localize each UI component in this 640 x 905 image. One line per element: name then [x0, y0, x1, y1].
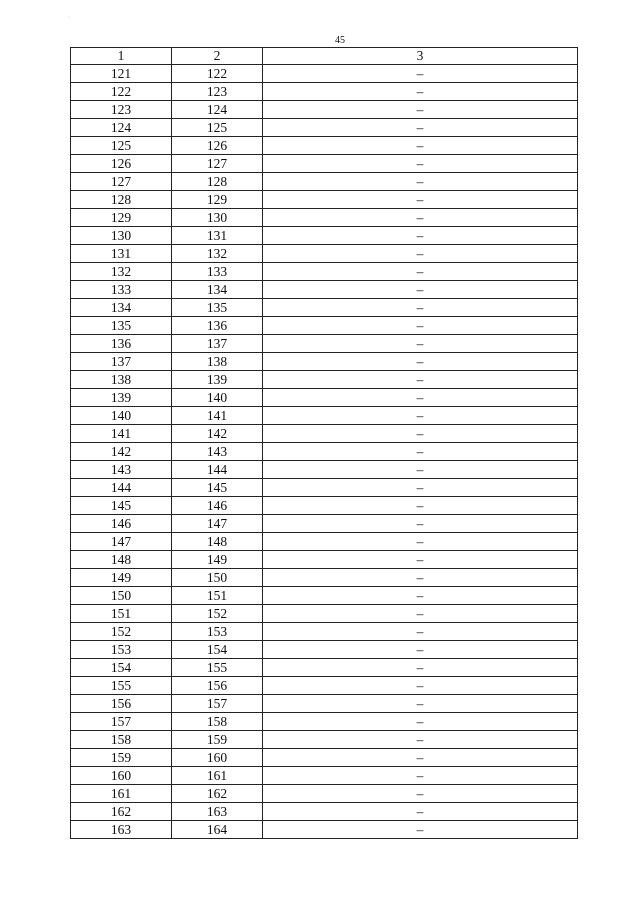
table-cell-col-2: 134 — [172, 281, 263, 299]
table-row — [71, 605, 578, 623]
table-row — [71, 677, 578, 695]
table-row — [71, 389, 578, 407]
table-row — [71, 299, 578, 317]
table-cell-col-3: – — [263, 785, 578, 803]
table-row — [71, 317, 578, 335]
table-cell-col-2: 129 — [172, 191, 263, 209]
table-cell-col-3: – — [263, 83, 578, 101]
table-cell-col-3: – — [263, 641, 578, 659]
table-row — [71, 443, 578, 461]
table-cell-col-3: – — [263, 335, 578, 353]
table-cell-col-3: – — [263, 137, 578, 155]
table-cell-col-1: 137 — [71, 353, 172, 371]
table-row — [71, 515, 578, 533]
table-cell-col-1: 154 — [71, 659, 172, 677]
table-row — [71, 353, 578, 371]
table-cell-col-2: 143 — [172, 443, 263, 461]
table-cell-col-1: 157 — [71, 713, 172, 731]
table-row — [71, 749, 578, 767]
table-cell-col-2: 128 — [172, 173, 263, 191]
table-cell-col-3: – — [263, 263, 578, 281]
table-row — [71, 191, 578, 209]
column-header-2: 2 — [172, 48, 263, 65]
table-cell-col-2: 126 — [172, 137, 263, 155]
table-cell-col-2: 124 — [172, 101, 263, 119]
table-cell-col-3: – — [263, 65, 578, 83]
table-cell-col-3: – — [263, 191, 578, 209]
table-cell-col-3: – — [263, 695, 578, 713]
table-cell-col-3: – — [263, 587, 578, 605]
table-cell-col-3: – — [263, 281, 578, 299]
table-cell-col-3: – — [263, 119, 578, 137]
table-cell-col-1: 122 — [71, 83, 172, 101]
table-cell-col-2: 135 — [172, 299, 263, 317]
table-row — [71, 731, 578, 749]
table-cell-col-3: – — [263, 821, 578, 839]
table-cell-col-1: 159 — [71, 749, 172, 767]
table-row — [71, 65, 578, 83]
table-cell-col-3: – — [263, 425, 578, 443]
table-cell-col-3: – — [263, 443, 578, 461]
table-cell-col-3: – — [263, 371, 578, 389]
table-cell-col-3: – — [263, 659, 578, 677]
table-cell-col-1: 160 — [71, 767, 172, 785]
table-cell-col-2: 153 — [172, 623, 263, 641]
table-row — [71, 425, 578, 443]
table-cell-col-1: 143 — [71, 461, 172, 479]
table-row — [71, 461, 578, 479]
table-cell-col-1: 152 — [71, 623, 172, 641]
table-cell-col-2: 154 — [172, 641, 263, 659]
table-cell-col-1: 132 — [71, 263, 172, 281]
table-row — [71, 335, 578, 353]
table-cell-col-2: 141 — [172, 407, 263, 425]
table-cell-col-1: 123 — [71, 101, 172, 119]
table-cell-col-2: 156 — [172, 677, 263, 695]
table-cell-col-1: 139 — [71, 389, 172, 407]
table-cell-col-2: 147 — [172, 515, 263, 533]
table-cell-col-2: 130 — [172, 209, 263, 227]
table-cell-col-1: 145 — [71, 497, 172, 515]
table-cell-col-2: 138 — [172, 353, 263, 371]
table-cell-col-2: 148 — [172, 533, 263, 551]
table-row — [71, 821, 578, 839]
page-number: 45 — [335, 35, 345, 46]
table-cell-col-2: 164 — [172, 821, 263, 839]
table-header-row — [71, 48, 578, 65]
table-cell-col-2: 139 — [172, 371, 263, 389]
table-cell-col-3: – — [263, 497, 578, 515]
table-cell-col-3: – — [263, 155, 578, 173]
table-cell-col-1: 138 — [71, 371, 172, 389]
table-cell-col-2: 150 — [172, 569, 263, 587]
table-cell-col-3: – — [263, 245, 578, 263]
table-cell-col-3: – — [263, 533, 578, 551]
table-row — [71, 245, 578, 263]
table-cell-col-3: – — [263, 461, 578, 479]
table-row — [71, 569, 578, 587]
table-cell-col-1: 130 — [71, 227, 172, 245]
table-cell-col-3: – — [263, 227, 578, 245]
table-row — [71, 713, 578, 731]
column-header-3: 3 — [263, 48, 578, 65]
table-cell-col-1: 125 — [71, 137, 172, 155]
table-cell-col-2: 136 — [172, 317, 263, 335]
table-cell-col-3: – — [263, 407, 578, 425]
table-row — [71, 641, 578, 659]
table-row — [71, 173, 578, 191]
table-cell-col-1: 162 — [71, 803, 172, 821]
table-row — [71, 551, 578, 569]
table-cell-col-3: – — [263, 479, 578, 497]
table-cell-col-1: 134 — [71, 299, 172, 317]
table-cell-col-1: 128 — [71, 191, 172, 209]
table-cell-col-3: – — [263, 677, 578, 695]
table-cell-col-1: 144 — [71, 479, 172, 497]
table-cell-col-1: 153 — [71, 641, 172, 659]
table-row — [71, 209, 578, 227]
table-cell-col-1: 148 — [71, 551, 172, 569]
table-cell-col-2: 125 — [172, 119, 263, 137]
table-cell-col-3: – — [263, 605, 578, 623]
table-cell-col-2: 157 — [172, 695, 263, 713]
table-cell-col-2: 127 — [172, 155, 263, 173]
table-cell-col-2: 140 — [172, 389, 263, 407]
table-cell-col-1: 156 — [71, 695, 172, 713]
table-cell-col-2: 122 — [172, 65, 263, 83]
data-table — [70, 47, 578, 839]
table-cell-col-1: 151 — [71, 605, 172, 623]
table-cell-col-1: 136 — [71, 335, 172, 353]
table-cell-col-1: 147 — [71, 533, 172, 551]
table-cell-col-3: – — [263, 299, 578, 317]
table-cell-col-3: – — [263, 317, 578, 335]
table-row — [71, 785, 578, 803]
table-cell-col-3: – — [263, 551, 578, 569]
table-cell-col-3: – — [263, 353, 578, 371]
table-row — [71, 407, 578, 425]
table-cell-col-1: 133 — [71, 281, 172, 299]
table-cell-col-2: 145 — [172, 479, 263, 497]
table-cell-col-1: 163 — [71, 821, 172, 839]
table-cell-col-1: 127 — [71, 173, 172, 191]
table-cell-col-1: 150 — [71, 587, 172, 605]
table-cell-col-2: 151 — [172, 587, 263, 605]
table-cell-col-1: 131 — [71, 245, 172, 263]
table-row — [71, 263, 578, 281]
table-cell-col-1: 155 — [71, 677, 172, 695]
table-cell-col-2: 159 — [172, 731, 263, 749]
table-cell-col-1: 146 — [71, 515, 172, 533]
table-cell-col-3: – — [263, 101, 578, 119]
scan-speck: · — [68, 15, 70, 21]
table-cell-col-1: 126 — [71, 155, 172, 173]
table-cell-col-2: 155 — [172, 659, 263, 677]
table-cell-col-1: 121 — [71, 65, 172, 83]
table-cell-col-1: 140 — [71, 407, 172, 425]
table-row — [71, 767, 578, 785]
table-cell-col-1: 141 — [71, 425, 172, 443]
table-cell-col-3: – — [263, 803, 578, 821]
table-cell-col-3: – — [263, 731, 578, 749]
table-cell-col-1: 129 — [71, 209, 172, 227]
table-cell-col-3: – — [263, 209, 578, 227]
table-cell-col-1: 135 — [71, 317, 172, 335]
table-cell-col-2: 161 — [172, 767, 263, 785]
table-row — [71, 371, 578, 389]
table-row — [71, 803, 578, 821]
table-cell-col-2: 163 — [172, 803, 263, 821]
table-row — [71, 623, 578, 641]
table-cell-col-2: 144 — [172, 461, 263, 479]
table-cell-col-2: 146 — [172, 497, 263, 515]
table-cell-col-2: 149 — [172, 551, 263, 569]
table-row — [71, 137, 578, 155]
table-cell-col-2: 131 — [172, 227, 263, 245]
table-cell-col-1: 142 — [71, 443, 172, 461]
table-cell-col-2: 142 — [172, 425, 263, 443]
table-cell-col-3: – — [263, 515, 578, 533]
table-cell-col-1: 149 — [71, 569, 172, 587]
table-cell-col-3: – — [263, 749, 578, 767]
table-cell-col-2: 162 — [172, 785, 263, 803]
table-row — [71, 155, 578, 173]
table-cell-col-3: – — [263, 713, 578, 731]
table-cell-col-1: 161 — [71, 785, 172, 803]
table-row — [71, 479, 578, 497]
table-cell-col-2: 160 — [172, 749, 263, 767]
table-row — [71, 533, 578, 551]
table-row — [71, 659, 578, 677]
column-header-1: 1 — [71, 48, 172, 65]
table-cell-col-3: – — [263, 767, 578, 785]
table-cell-col-3: – — [263, 623, 578, 641]
table-cell-col-2: 132 — [172, 245, 263, 263]
table-row — [71, 101, 578, 119]
table-cell-col-3: – — [263, 389, 578, 407]
table-cell-col-3: – — [263, 173, 578, 191]
table-cell-col-1: 124 — [71, 119, 172, 137]
table-cell-col-2: 137 — [172, 335, 263, 353]
table-cell-col-2: 152 — [172, 605, 263, 623]
table-row — [71, 83, 578, 101]
table-body — [71, 65, 578, 839]
table-cell-col-2: 123 — [172, 83, 263, 101]
table-cell-col-2: 158 — [172, 713, 263, 731]
table-cell-col-2: 133 — [172, 263, 263, 281]
table-row — [71, 119, 578, 137]
table-cell-col-1: 158 — [71, 731, 172, 749]
table-row — [71, 281, 578, 299]
table-row — [71, 587, 578, 605]
table-row — [71, 695, 578, 713]
table-row — [71, 227, 578, 245]
table-row — [71, 497, 578, 515]
table-cell-col-3: – — [263, 569, 578, 587]
